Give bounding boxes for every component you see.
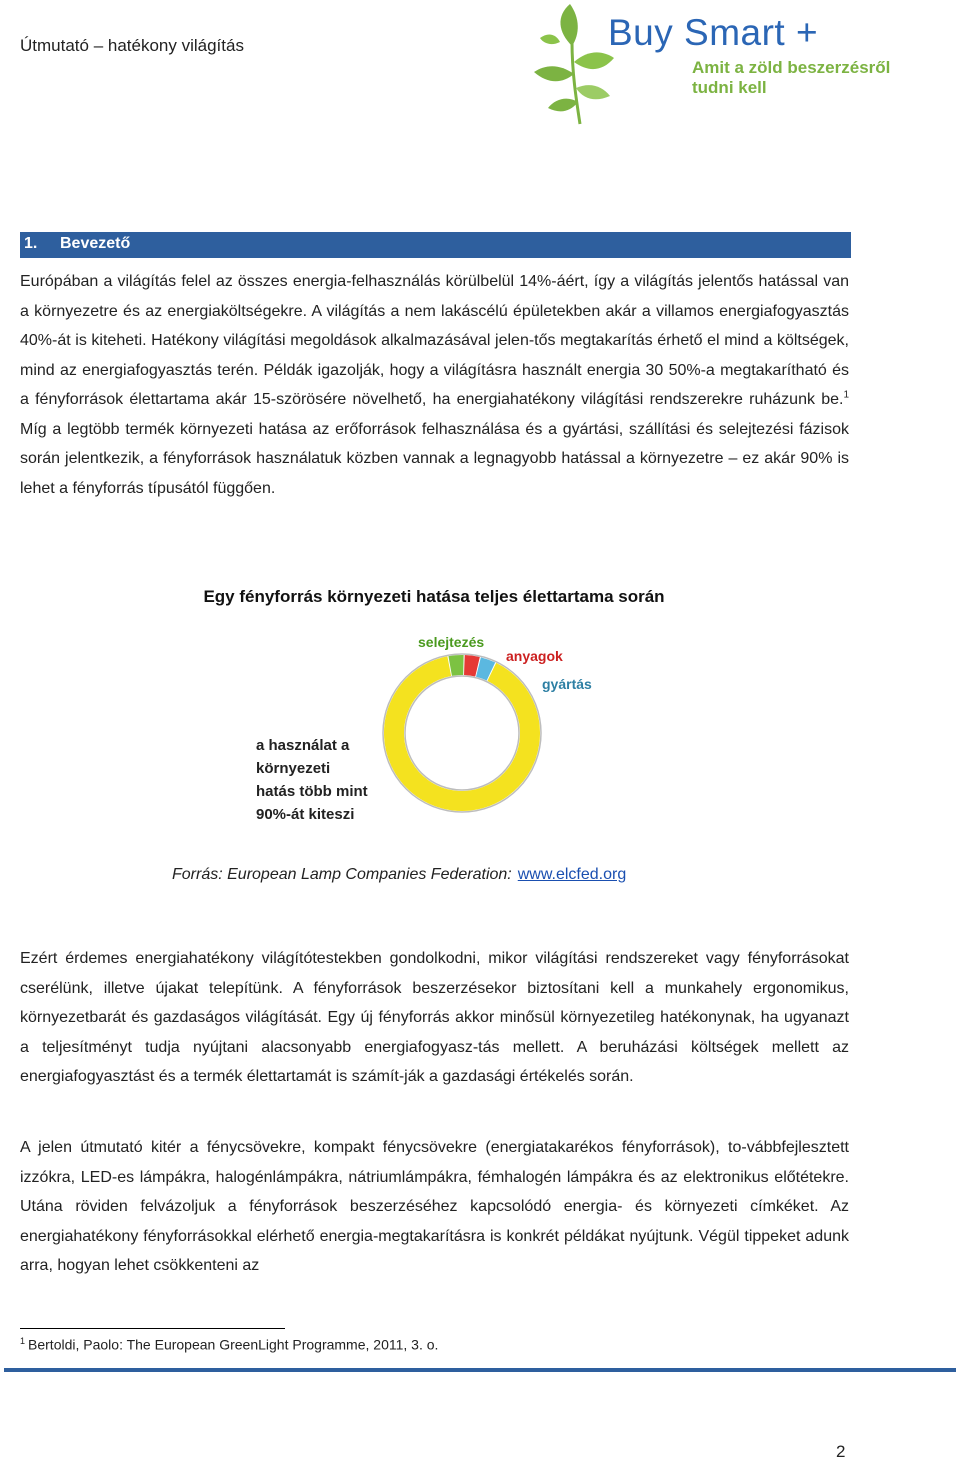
footnote-reference: 1 (843, 389, 849, 401)
donut-inner-rim (405, 676, 519, 790)
section-title: Bevezető (60, 235, 131, 252)
document-header-title: Útmutató – hatékony világítás (20, 36, 244, 55)
footnote-text: Bertoldi, Paolo: The European GreenLight Programme, 2011, 3. o. (28, 1336, 439, 1353)
footer-rule (4, 1368, 956, 1372)
section-number: 1. (24, 235, 38, 252)
page-number: 2 (836, 1442, 846, 1461)
leaf-logo-icon (510, 2, 620, 130)
donut-segment-disposal (450, 665, 463, 666)
impact-donut-chart (250, 628, 610, 828)
figure-title: Egy fényforrás környezeti hatása teljes élettartama során (203, 587, 665, 606)
label-production: gyártás (542, 676, 592, 692)
donut-segments (383, 654, 541, 812)
source-link[interactable]: www.elcfed.org (517, 866, 627, 883)
tagline-line-2: tudni kell (692, 78, 767, 97)
label-materials: anyagok (506, 648, 563, 664)
footnote (20, 1336, 438, 1353)
section-heading (20, 232, 851, 258)
label-use-line-3: hatás több mint (256, 783, 368, 800)
intro-text-a: Európában a világítás felel az összes energia-felhasználás körülbelül 14%-áért, így a világítás jelentős hatással van a környezetre és az energiaköltségekre. A világítás a nem lakáscélú épületekben akár a villamos energiafogyasztás 40%-át is kiteheti. Hatékony világítási megoldások alkalmazásával jelen-tős megtakarítás érhető el mind a költségek, mind az energiafogyasztás terén. Példák igazolják, hogy a világításra használt energia 30 50%-a megtakarítható és a fényforrások élettartama akár 15-szörösére növelhető, ha energiahatékony világítási rendszerekre ruházunk be. (20, 273, 849, 408)
intro-paragraph (20, 267, 849, 503)
label-disposal: selejtezés (418, 634, 485, 650)
label-use-line-4: 90%-át kiteszi (256, 806, 355, 823)
footnote-number: 1 (20, 1336, 26, 1346)
donut-segment-use (394, 666, 530, 801)
brand-name: Buy Smart + (608, 12, 819, 53)
label-use-line-1: a használat a (256, 737, 350, 754)
brand-tagline (692, 58, 932, 98)
buy-smart-logo (510, 2, 950, 132)
donut-segment-materials (464, 665, 477, 667)
label-use-line-2: környezeti (256, 760, 331, 777)
donut-outer-rim (383, 654, 541, 812)
tagline-line-1: Amit a zöld beszerzésről (692, 58, 891, 77)
body-paragraph-2: Ezért érdemes energiahatékony világítótestekben gondolkodni, mikor világítási rendszereket vagy fényforrásokat cserélünk, illetve újakat telepítünk. A fényforrások beszerzésekor biztosítani kell a munkahely ergonomikus, környezetbarát és gazdaságos világítását. Egy új fényforrás akkor minősül környezetileg hatékonynak, ha ugyanazt a teljesítményt tudja nyújtani alacsonyabb energiafogyasz-tás mellett. A beruházási költségek mellett az energiafogyasztást és a termék élettartamát is számít-ják a gazdasági értékelés során. (20, 950, 849, 1085)
figure-source (172, 866, 626, 884)
intro-text-b: Míg a legtöbb termék környezeti hatása az erőforrások felhasználása és a gyártási, szállítási és selejtezési fázisok során jelentkezik, a fényforrások használatuk közben vannak a legnagyobb hatással a környezetre – ez akár 90% is lehet a fényforrás típusától függően. (20, 420, 849, 497)
donut-segment-production (478, 667, 491, 671)
body-paragraph-3: A jelen útmutató kitér a fénycsövekre, kompakt fénycsövekre (energiatakarékos fényforrások), to-vábbfejlesztett izzókra, LED-es lámpákra, halogénlámpákra, nátriumlámpákra, fémhalogén lámpákra és az elektronikus előtétekre. Utána röviden felvázoljuk a fényforrások beszerzéséhez kapcsolódó energia- és környezeti címkéket. Az energiahatékony fényforrásokkal elérhető energia-megtakarításra is konkrét példákat nyújtunk. Végül tippeket adunk arra, hogyan lehet csökkenteni az (20, 1139, 849, 1274)
label-use (256, 734, 368, 826)
footnote-divider (20, 1328, 285, 1329)
source-text: Forrás: European Lamp Companies Federation: (172, 866, 512, 883)
